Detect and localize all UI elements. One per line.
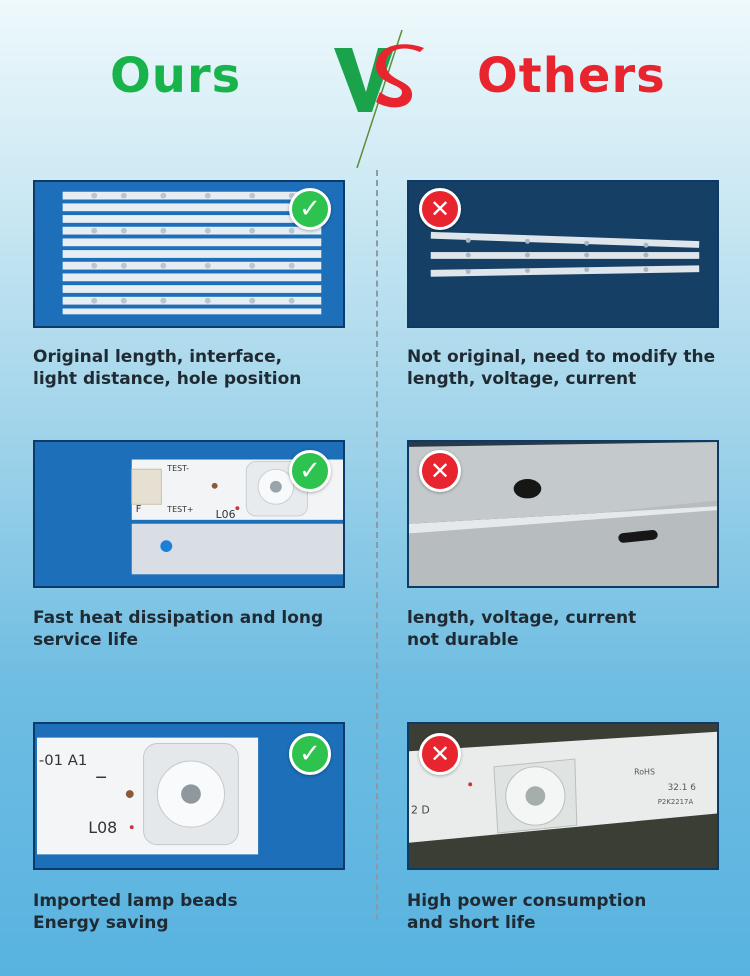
vs-logo <box>332 30 427 170</box>
cross-icon: ✕ <box>419 733 461 775</box>
ours-caption-3: Imported lamp beads Energy saving <box>33 891 238 933</box>
svg-text:RoHS: RoHS <box>634 767 655 777</box>
cross-icon: ✕ <box>419 188 461 230</box>
others-heading: Others <box>477 48 666 104</box>
others-caption-3: High power consumption and short life <box>407 891 647 933</box>
cross-icon: ✕ <box>419 450 461 492</box>
ours-caption-1: Original length, interface, light distance, hole position <box>33 347 302 389</box>
others-caption-2: length, voltage, current not durable <box>407 608 637 650</box>
check-icon: ✓ <box>289 188 331 230</box>
svg-text:P2K2217A: P2K2217A <box>657 797 694 806</box>
svg-text:2 D: 2 D <box>410 803 430 817</box>
ours-caption-2: Fast heat dissipation and long service life <box>33 608 324 650</box>
svg-text:F: F <box>135 504 142 516</box>
svg-text:32.1 6: 32.1 6 <box>667 783 696 794</box>
check-icon: ✓ <box>289 733 331 775</box>
svg-text:L08: L08 <box>88 818 118 837</box>
others-caption-1: Not original, need to modify the length, voltage, current <box>407 347 716 389</box>
svg-text:-01 A1: -01 A1 <box>38 751 88 769</box>
check-icon: ✓ <box>289 450 331 492</box>
svg-text:L06: L06 <box>215 507 236 521</box>
center-divider <box>376 170 378 920</box>
svg-text:TEST-: TEST- <box>167 464 190 474</box>
ours-heading: Ours <box>110 48 242 104</box>
svg-text:TEST+: TEST+ <box>167 505 194 515</box>
